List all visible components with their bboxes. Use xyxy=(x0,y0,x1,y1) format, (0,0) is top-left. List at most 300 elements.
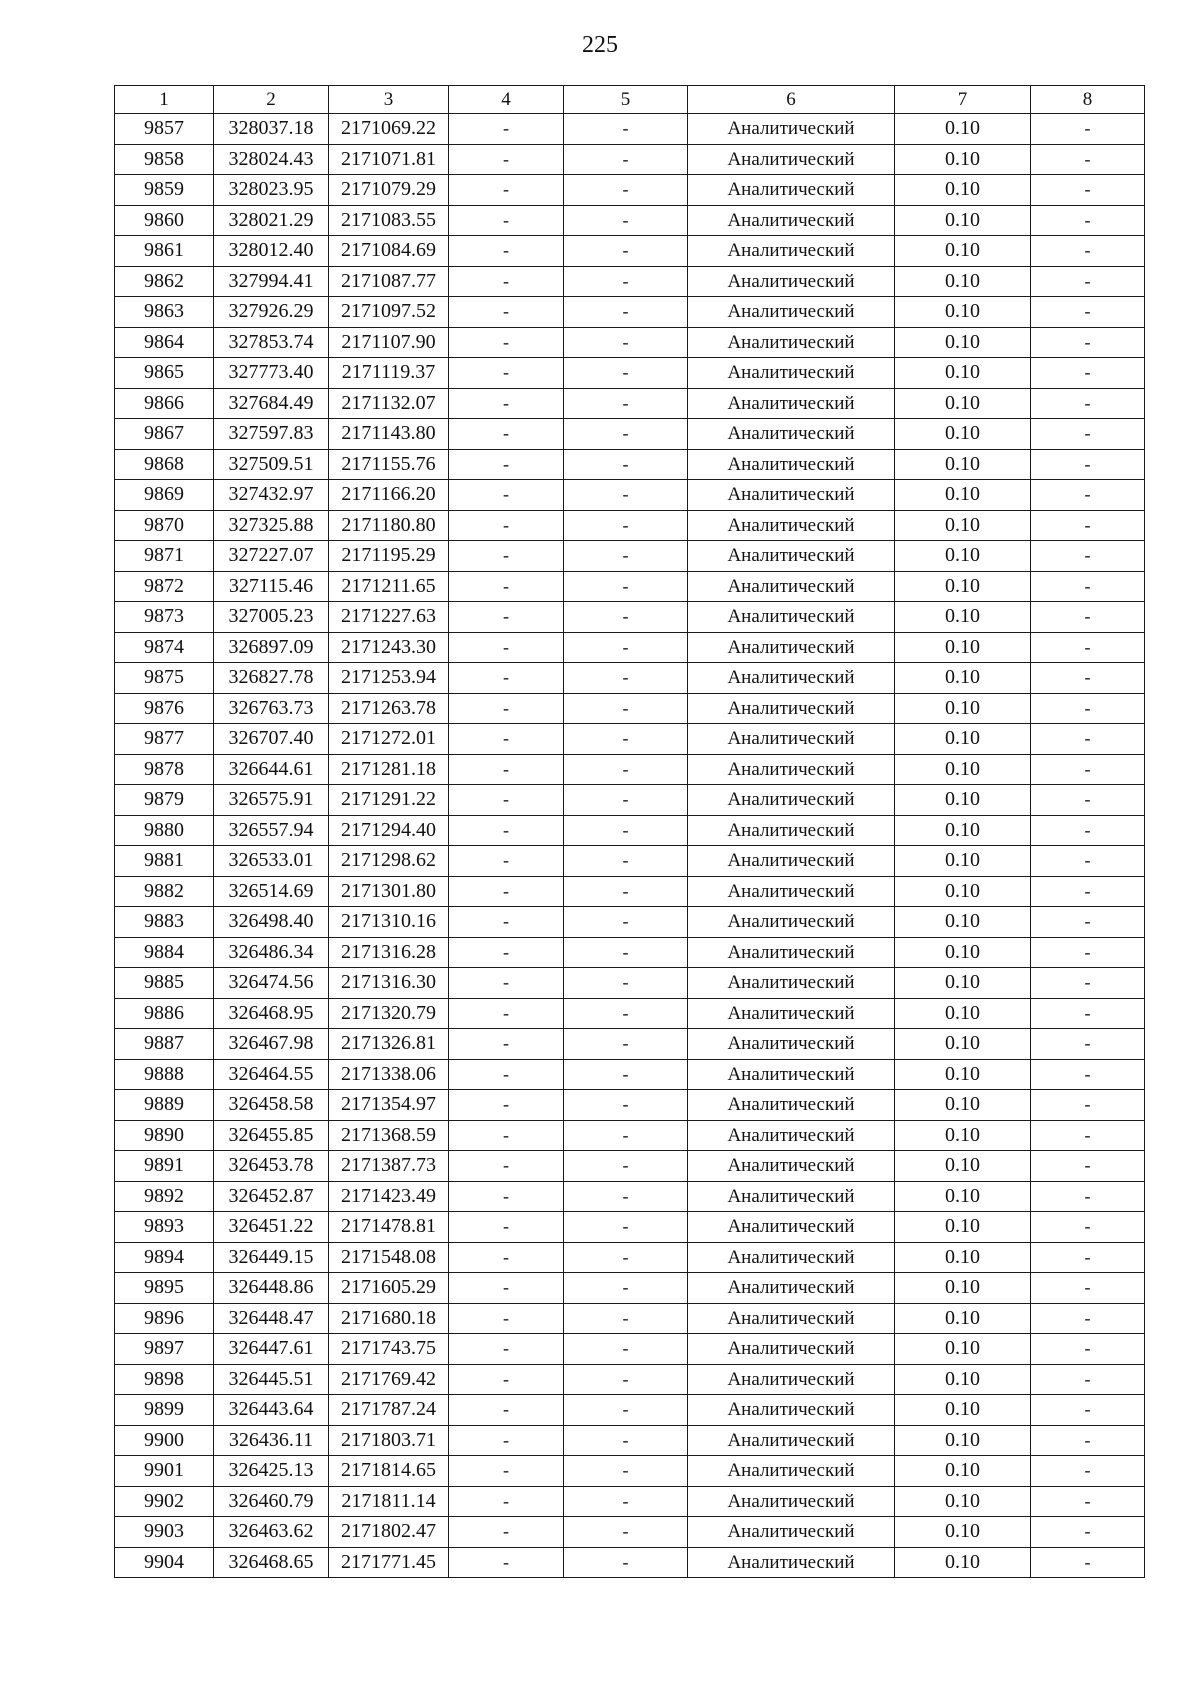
cell-y-coordinate: 2171769.42 xyxy=(329,1364,449,1395)
cell-point-number: 9875 xyxy=(115,663,214,694)
cell-x-coordinate: 326449.15 xyxy=(214,1242,329,1273)
table-row xyxy=(115,632,1145,663)
cell-col-5: - xyxy=(564,785,688,816)
cell-col-4: - xyxy=(449,114,564,145)
cell-y-coordinate: 2171180.80 xyxy=(329,510,449,541)
cell-accuracy: 0.10 xyxy=(895,571,1031,602)
cell-y-coordinate: 2171084.69 xyxy=(329,236,449,267)
cell-col-4: - xyxy=(449,327,564,358)
cell-accuracy: 0.10 xyxy=(895,724,1031,755)
cell-y-coordinate: 2171263.78 xyxy=(329,693,449,724)
cell-accuracy: 0.10 xyxy=(895,1212,1031,1243)
cell-col-5: - xyxy=(564,1547,688,1578)
cell-x-coordinate: 326575.91 xyxy=(214,785,329,816)
table-header xyxy=(115,86,1145,114)
cell-accuracy: 0.10 xyxy=(895,388,1031,419)
cell-col-4: - xyxy=(449,175,564,206)
cell-y-coordinate: 2171195.29 xyxy=(329,541,449,572)
cell-accuracy: 0.10 xyxy=(895,632,1031,663)
cell-col-5: - xyxy=(564,1212,688,1243)
cell-method: Аналитический xyxy=(688,510,895,541)
cell-accuracy: 0.10 xyxy=(895,419,1031,450)
cell-accuracy: 0.10 xyxy=(895,510,1031,541)
cell-point-number: 9895 xyxy=(115,1273,214,1304)
cell-col-4: - xyxy=(449,297,564,328)
cell-y-coordinate: 2171368.59 xyxy=(329,1120,449,1151)
cell-col-5: - xyxy=(564,1517,688,1548)
cell-y-coordinate: 2171316.28 xyxy=(329,937,449,968)
cell-x-coordinate: 327684.49 xyxy=(214,388,329,419)
cell-y-coordinate: 2171605.29 xyxy=(329,1273,449,1304)
cell-y-coordinate: 2171771.45 xyxy=(329,1547,449,1578)
cell-col-4: - xyxy=(449,1456,564,1487)
cell-col-8: - xyxy=(1031,480,1145,511)
cell-col-4: - xyxy=(449,1273,564,1304)
cell-col-4: - xyxy=(449,632,564,663)
cell-accuracy: 0.10 xyxy=(895,1242,1031,1273)
cell-accuracy: 0.10 xyxy=(895,1364,1031,1395)
cell-x-coordinate: 326447.61 xyxy=(214,1334,329,1365)
cell-y-coordinate: 2171166.20 xyxy=(329,480,449,511)
cell-point-number: 9861 xyxy=(115,236,214,267)
cell-y-coordinate: 2171548.08 xyxy=(329,1242,449,1273)
cell-col-8: - xyxy=(1031,419,1145,450)
cell-col-5: - xyxy=(564,266,688,297)
cell-point-number: 9883 xyxy=(115,907,214,938)
cell-col-5: - xyxy=(564,114,688,145)
cell-accuracy: 0.10 xyxy=(895,205,1031,236)
cell-col-8: - xyxy=(1031,1181,1145,1212)
cell-method: Аналитический xyxy=(688,815,895,846)
cell-col-5: - xyxy=(564,1303,688,1334)
cell-method: Аналитический xyxy=(688,968,895,999)
table-row xyxy=(115,1120,1145,1151)
cell-col-5: - xyxy=(564,754,688,785)
cell-accuracy: 0.10 xyxy=(895,693,1031,724)
cell-x-coordinate: 326468.65 xyxy=(214,1547,329,1578)
cell-method: Аналитический xyxy=(688,1273,895,1304)
cell-col-5: - xyxy=(564,693,688,724)
cell-col-5: - xyxy=(564,876,688,907)
cell-x-coordinate: 327227.07 xyxy=(214,541,329,572)
cell-col-5: - xyxy=(564,205,688,236)
cell-col-5: - xyxy=(564,1395,688,1426)
cell-method: Аналитический xyxy=(688,1364,895,1395)
cell-col-8: - xyxy=(1031,571,1145,602)
cell-y-coordinate: 2171069.22 xyxy=(329,114,449,145)
cell-x-coordinate: 326448.47 xyxy=(214,1303,329,1334)
cell-x-coordinate: 328012.40 xyxy=(214,236,329,267)
cell-col-4: - xyxy=(449,1151,564,1182)
cell-method: Аналитический xyxy=(688,1456,895,1487)
column-header-2: 2 xyxy=(214,86,329,114)
cell-method: Аналитический xyxy=(688,114,895,145)
cell-col-4: - xyxy=(449,1029,564,1060)
cell-y-coordinate: 2171272.01 xyxy=(329,724,449,755)
table-row xyxy=(115,510,1145,541)
cell-method: Аналитический xyxy=(688,1029,895,1060)
table-row xyxy=(115,1090,1145,1121)
column-header-4: 4 xyxy=(449,86,564,114)
cell-y-coordinate: 2171743.75 xyxy=(329,1334,449,1365)
table-row xyxy=(115,388,1145,419)
cell-x-coordinate: 326827.78 xyxy=(214,663,329,694)
column-header-3: 3 xyxy=(329,86,449,114)
cell-accuracy: 0.10 xyxy=(895,968,1031,999)
cell-point-number: 9901 xyxy=(115,1456,214,1487)
cell-col-8: - xyxy=(1031,693,1145,724)
cell-col-5: - xyxy=(564,449,688,480)
cell-col-8: - xyxy=(1031,663,1145,694)
cell-col-5: - xyxy=(564,998,688,1029)
cell-col-4: - xyxy=(449,876,564,907)
cell-col-5: - xyxy=(564,1364,688,1395)
table-row xyxy=(115,175,1145,206)
cell-col-5: - xyxy=(564,724,688,755)
cell-y-coordinate: 2171071.81 xyxy=(329,144,449,175)
cell-col-5: - xyxy=(564,663,688,694)
cell-col-8: - xyxy=(1031,1456,1145,1487)
cell-x-coordinate: 327115.46 xyxy=(214,571,329,602)
cell-y-coordinate: 2171227.63 xyxy=(329,602,449,633)
cell-x-coordinate: 326498.40 xyxy=(214,907,329,938)
cell-point-number: 9884 xyxy=(115,937,214,968)
table-row xyxy=(115,754,1145,785)
cell-y-coordinate: 2171387.73 xyxy=(329,1151,449,1182)
cell-point-number: 9865 xyxy=(115,358,214,389)
cell-accuracy: 0.10 xyxy=(895,1273,1031,1304)
cell-accuracy: 0.10 xyxy=(895,449,1031,480)
cell-x-coordinate: 326468.95 xyxy=(214,998,329,1029)
cell-y-coordinate: 2171338.06 xyxy=(329,1059,449,1090)
cell-y-coordinate: 2171087.77 xyxy=(329,266,449,297)
cell-accuracy: 0.10 xyxy=(895,1547,1031,1578)
table-row xyxy=(115,419,1145,450)
cell-y-coordinate: 2171354.97 xyxy=(329,1090,449,1121)
cell-x-coordinate: 327325.88 xyxy=(214,510,329,541)
cell-point-number: 9863 xyxy=(115,297,214,328)
cell-col-5: - xyxy=(564,1425,688,1456)
cell-accuracy: 0.10 xyxy=(895,1486,1031,1517)
cell-accuracy: 0.10 xyxy=(895,1456,1031,1487)
cell-col-4: - xyxy=(449,510,564,541)
cell-accuracy: 0.10 xyxy=(895,297,1031,328)
cell-x-coordinate: 326533.01 xyxy=(214,846,329,877)
cell-point-number: 9886 xyxy=(115,998,214,1029)
cell-col-8: - xyxy=(1031,541,1145,572)
cell-col-8: - xyxy=(1031,1242,1145,1273)
cell-col-4: - xyxy=(449,1334,564,1365)
cell-x-coordinate: 326644.61 xyxy=(214,754,329,785)
cell-col-5: - xyxy=(564,815,688,846)
cell-point-number: 9859 xyxy=(115,175,214,206)
cell-x-coordinate: 326451.22 xyxy=(214,1212,329,1243)
table-row xyxy=(115,724,1145,755)
cell-x-coordinate: 326436.11 xyxy=(214,1425,329,1456)
table-row xyxy=(115,358,1145,389)
cell-accuracy: 0.10 xyxy=(895,1029,1031,1060)
cell-x-coordinate: 326467.98 xyxy=(214,1029,329,1060)
table-row xyxy=(115,480,1145,511)
cell-x-coordinate: 326463.62 xyxy=(214,1517,329,1548)
cell-accuracy: 0.10 xyxy=(895,1181,1031,1212)
cell-x-coordinate: 326464.55 xyxy=(214,1059,329,1090)
cell-method: Аналитический xyxy=(688,541,895,572)
cell-accuracy: 0.10 xyxy=(895,1425,1031,1456)
cell-col-8: - xyxy=(1031,1547,1145,1578)
table-row xyxy=(115,1059,1145,1090)
cell-col-5: - xyxy=(564,1334,688,1365)
cell-col-8: - xyxy=(1031,236,1145,267)
cell-col-5: - xyxy=(564,419,688,450)
cell-y-coordinate: 2171291.22 xyxy=(329,785,449,816)
cell-col-8: - xyxy=(1031,937,1145,968)
table-row xyxy=(115,876,1145,907)
cell-col-4: - xyxy=(449,937,564,968)
table-row xyxy=(115,846,1145,877)
cell-method: Аналитический xyxy=(688,876,895,907)
cell-y-coordinate: 2171814.65 xyxy=(329,1456,449,1487)
cell-method: Аналитический xyxy=(688,663,895,694)
cell-accuracy: 0.10 xyxy=(895,663,1031,694)
cell-y-coordinate: 2171253.94 xyxy=(329,663,449,694)
cell-method: Аналитический xyxy=(688,1425,895,1456)
cell-col-8: - xyxy=(1031,510,1145,541)
cell-col-8: - xyxy=(1031,1029,1145,1060)
cell-x-coordinate: 328037.18 xyxy=(214,114,329,145)
cell-col-4: - xyxy=(449,1547,564,1578)
cell-col-4: - xyxy=(449,602,564,633)
cell-col-8: - xyxy=(1031,175,1145,206)
cell-accuracy: 0.10 xyxy=(895,327,1031,358)
cell-y-coordinate: 2171083.55 xyxy=(329,205,449,236)
cell-col-5: - xyxy=(564,1273,688,1304)
cell-y-coordinate: 2171316.30 xyxy=(329,968,449,999)
cell-method: Аналитический xyxy=(688,1486,895,1517)
cell-point-number: 9888 xyxy=(115,1059,214,1090)
cell-point-number: 9878 xyxy=(115,754,214,785)
cell-method: Аналитический xyxy=(688,419,895,450)
cell-y-coordinate: 2171326.81 xyxy=(329,1029,449,1060)
cell-point-number: 9890 xyxy=(115,1120,214,1151)
cell-col-8: - xyxy=(1031,1364,1145,1395)
cell-point-number: 9864 xyxy=(115,327,214,358)
table-row xyxy=(115,968,1145,999)
cell-col-5: - xyxy=(564,907,688,938)
table-row xyxy=(115,663,1145,694)
cell-x-coordinate: 327509.51 xyxy=(214,449,329,480)
cell-col-4: - xyxy=(449,236,564,267)
cell-y-coordinate: 2171211.65 xyxy=(329,571,449,602)
cell-col-8: - xyxy=(1031,1151,1145,1182)
cell-point-number: 9879 xyxy=(115,785,214,816)
table-row xyxy=(115,1212,1145,1243)
table-row xyxy=(115,266,1145,297)
cell-col-5: - xyxy=(564,937,688,968)
cell-point-number: 9903 xyxy=(115,1517,214,1548)
table-row xyxy=(115,205,1145,236)
cell-x-coordinate: 326448.86 xyxy=(214,1273,329,1304)
cell-col-4: - xyxy=(449,754,564,785)
table-row xyxy=(115,541,1145,572)
cell-x-coordinate: 327597.83 xyxy=(214,419,329,450)
cell-accuracy: 0.10 xyxy=(895,815,1031,846)
cell-point-number: 9881 xyxy=(115,846,214,877)
cell-col-8: - xyxy=(1031,327,1145,358)
cell-y-coordinate: 2171803.71 xyxy=(329,1425,449,1456)
cell-col-5: - xyxy=(564,510,688,541)
cell-col-8: - xyxy=(1031,266,1145,297)
header-row xyxy=(115,86,1145,114)
cell-x-coordinate: 326460.79 xyxy=(214,1486,329,1517)
cell-y-coordinate: 2171097.52 xyxy=(329,297,449,328)
cell-x-coordinate: 326763.73 xyxy=(214,693,329,724)
table-row xyxy=(115,1486,1145,1517)
cell-col-5: - xyxy=(564,388,688,419)
cell-point-number: 9900 xyxy=(115,1425,214,1456)
cell-point-number: 9891 xyxy=(115,1151,214,1182)
cell-col-4: - xyxy=(449,1090,564,1121)
cell-y-coordinate: 2171680.18 xyxy=(329,1303,449,1334)
cell-col-4: - xyxy=(449,846,564,877)
cell-x-coordinate: 328021.29 xyxy=(214,205,329,236)
cell-method: Аналитический xyxy=(688,632,895,663)
cell-col-4: - xyxy=(449,571,564,602)
cell-col-8: - xyxy=(1031,1059,1145,1090)
table-row xyxy=(115,693,1145,724)
cell-method: Аналитический xyxy=(688,1090,895,1121)
cell-point-number: 9873 xyxy=(115,602,214,633)
cell-col-8: - xyxy=(1031,724,1145,755)
cell-y-coordinate: 2171119.37 xyxy=(329,358,449,389)
cell-x-coordinate: 327994.41 xyxy=(214,266,329,297)
cell-method: Аналитический xyxy=(688,297,895,328)
cell-col-4: - xyxy=(449,1212,564,1243)
cell-col-8: - xyxy=(1031,632,1145,663)
cell-y-coordinate: 2171294.40 xyxy=(329,815,449,846)
cell-method: Аналитический xyxy=(688,205,895,236)
cell-method: Аналитический xyxy=(688,266,895,297)
cell-col-4: - xyxy=(449,419,564,450)
cell-x-coordinate: 326425.13 xyxy=(214,1456,329,1487)
cell-x-coordinate: 326474.56 xyxy=(214,968,329,999)
cell-x-coordinate: 326486.34 xyxy=(214,937,329,968)
cell-col-8: - xyxy=(1031,815,1145,846)
cell-method: Аналитический xyxy=(688,846,895,877)
cell-point-number: 9867 xyxy=(115,419,214,450)
cell-method: Аналитический xyxy=(688,1547,895,1578)
cell-col-4: - xyxy=(449,998,564,1029)
table-row xyxy=(115,571,1145,602)
table-row xyxy=(115,998,1145,1029)
cell-method: Аналитический xyxy=(688,388,895,419)
cell-col-4: - xyxy=(449,449,564,480)
cell-col-5: - xyxy=(564,571,688,602)
cell-col-8: - xyxy=(1031,1425,1145,1456)
cell-col-5: - xyxy=(564,1059,688,1090)
cell-method: Аналитический xyxy=(688,175,895,206)
cell-col-4: - xyxy=(449,663,564,694)
cell-method: Аналитический xyxy=(688,1212,895,1243)
cell-col-8: - xyxy=(1031,968,1145,999)
cell-accuracy: 0.10 xyxy=(895,266,1031,297)
cell-method: Аналитический xyxy=(688,1517,895,1548)
cell-col-4: - xyxy=(449,1303,564,1334)
cell-accuracy: 0.10 xyxy=(895,907,1031,938)
cell-col-4: - xyxy=(449,144,564,175)
cell-point-number: 9877 xyxy=(115,724,214,755)
cell-point-number: 9874 xyxy=(115,632,214,663)
cell-y-coordinate: 2171301.80 xyxy=(329,876,449,907)
cell-col-8: - xyxy=(1031,754,1145,785)
cell-col-5: - xyxy=(564,1151,688,1182)
cell-method: Аналитический xyxy=(688,144,895,175)
cell-point-number: 9871 xyxy=(115,541,214,572)
cell-method: Аналитический xyxy=(688,754,895,785)
cell-method: Аналитический xyxy=(688,998,895,1029)
cell-col-8: - xyxy=(1031,114,1145,145)
table-row xyxy=(115,1456,1145,1487)
cell-col-5: - xyxy=(564,541,688,572)
cell-col-5: - xyxy=(564,175,688,206)
cell-method: Аналитический xyxy=(688,327,895,358)
cell-accuracy: 0.10 xyxy=(895,998,1031,1029)
cell-col-8: - xyxy=(1031,998,1145,1029)
cell-y-coordinate: 2171320.79 xyxy=(329,998,449,1029)
cell-point-number: 9876 xyxy=(115,693,214,724)
cell-col-4: - xyxy=(449,1181,564,1212)
cell-y-coordinate: 2171310.16 xyxy=(329,907,449,938)
cell-accuracy: 0.10 xyxy=(895,358,1031,389)
table-row xyxy=(115,1242,1145,1273)
cell-method: Аналитический xyxy=(688,1120,895,1151)
cell-point-number: 9898 xyxy=(115,1364,214,1395)
cell-accuracy: 0.10 xyxy=(895,114,1031,145)
cell-point-number: 9889 xyxy=(115,1090,214,1121)
cell-y-coordinate: 2171132.07 xyxy=(329,388,449,419)
cell-x-coordinate: 326514.69 xyxy=(214,876,329,907)
table-row xyxy=(115,1181,1145,1212)
cell-col-4: - xyxy=(449,693,564,724)
column-header-5: 5 xyxy=(564,86,688,114)
table-row xyxy=(115,907,1145,938)
cell-x-coordinate: 326458.58 xyxy=(214,1090,329,1121)
cell-point-number: 9870 xyxy=(115,510,214,541)
cell-point-number: 9869 xyxy=(115,480,214,511)
column-header-6: 6 xyxy=(688,86,895,114)
cell-x-coordinate: 326452.87 xyxy=(214,1181,329,1212)
cell-col-8: - xyxy=(1031,846,1145,877)
cell-method: Аналитический xyxy=(688,907,895,938)
cell-col-8: - xyxy=(1031,388,1145,419)
cell-col-5: - xyxy=(564,1456,688,1487)
cell-col-5: - xyxy=(564,632,688,663)
cell-point-number: 9893 xyxy=(115,1212,214,1243)
cell-accuracy: 0.10 xyxy=(895,937,1031,968)
cell-col-4: - xyxy=(449,1059,564,1090)
cell-point-number: 9882 xyxy=(115,876,214,907)
cell-col-8: - xyxy=(1031,785,1145,816)
cell-col-4: - xyxy=(449,815,564,846)
table-row xyxy=(115,114,1145,145)
cell-col-8: - xyxy=(1031,1273,1145,1304)
cell-point-number: 9868 xyxy=(115,449,214,480)
cell-col-8: - xyxy=(1031,205,1145,236)
cell-method: Аналитический xyxy=(688,1395,895,1426)
cell-accuracy: 0.10 xyxy=(895,1517,1031,1548)
table-row xyxy=(115,1517,1145,1548)
cell-point-number: 9857 xyxy=(115,114,214,145)
